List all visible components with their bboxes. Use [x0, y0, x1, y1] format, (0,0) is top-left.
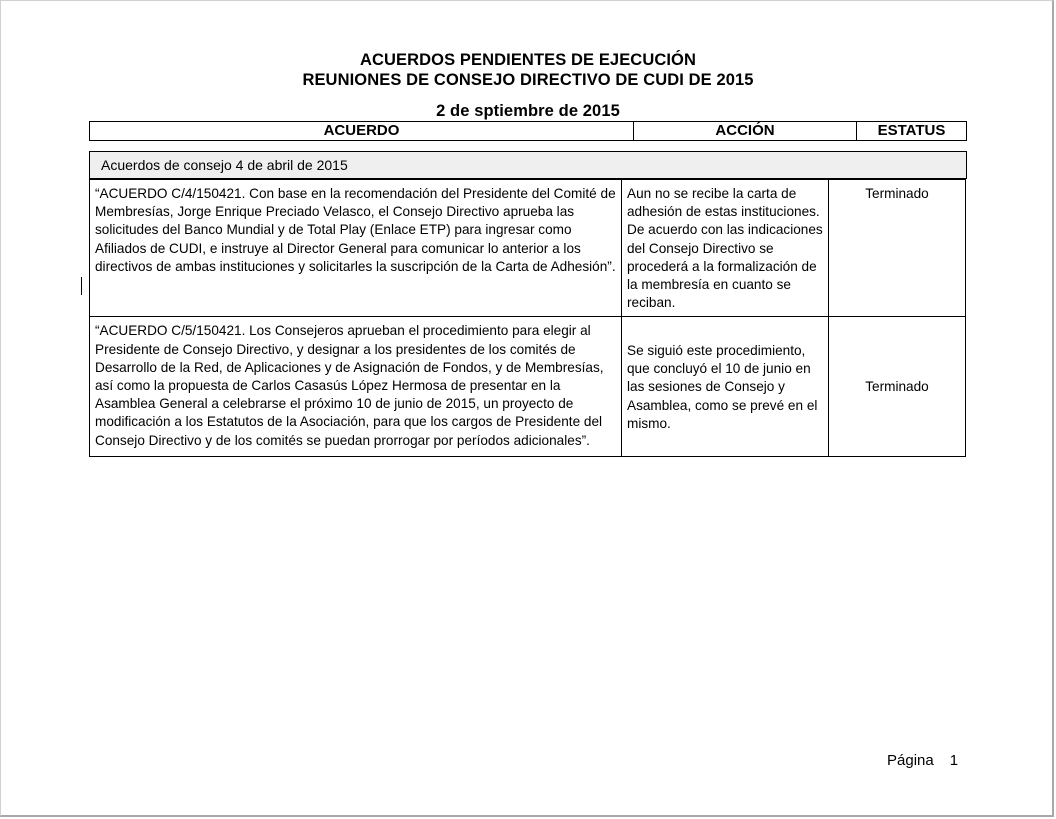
table-header	[89, 121, 967, 141]
page-label: Página	[887, 752, 934, 769]
accion-cell: Se siguió este procedimiento, que concluyó el 10 de junio en las sesiones de Consejo y Asamblea, como se prevé en el mismo.	[622, 317, 829, 457]
header-accion: ACCIÓN	[634, 122, 857, 140]
acuerdo-cell: “ACUERDO C/5/150421. Los Consejeros aprueban el procedimiento para elegir al Presidente de Consejo Directivo, y designar a los presidentes de los comités de Desarrollo de la Red, de Aplicaciones y de Asignación de Fondos, y de Membresías, así como la propuesta de Carlos Casasús López Hermosa de presentar en la Asamblea General a celebrarse el próximo 10 de junio de 2015, un proyecto de modificación a los Estatutos de la Asociación, para que los cargos de Presidente del Consejo Directivo y de los comités se puedan prorrogar por períodos adicionales”.	[90, 317, 622, 457]
text-cursor	[81, 277, 82, 295]
estatus-cell: Terminado	[829, 180, 966, 317]
page-number: 1	[949, 752, 959, 769]
document-title: ACUERDOS PENDIENTES DE EJECUCIÓN	[359, 51, 696, 69]
section-label: Acuerdos de consejo 4 de abril de 2015	[89, 151, 967, 179]
header-estatus: ESTATUS	[877, 122, 946, 139]
accion-cell: Aun no se recibe la carta de adhesión de estas instituciones. De acuerdo con las indicaciones del Consejo Directivo se procederá a la formalización de la membresía en cuanto se reciban.	[622, 180, 829, 317]
table-row	[90, 180, 966, 317]
header-acuerdo: ACUERDO	[90, 122, 634, 140]
table-row	[90, 317, 966, 457]
document-subtitle: REUNIONES DE CONSEJO DIRECTIVO DE CUDI DE 2015	[302, 71, 754, 89]
page-footer	[887, 752, 958, 769]
agreements-table	[89, 179, 966, 457]
estatus-cell: Terminado	[829, 317, 966, 457]
document-date: 2 de sptiembre de 2015	[436, 102, 620, 120]
acuerdo-cell: “ACUERDO C/4/150421. Con base en la recomendación del Presidente del Comité de Membresías, Jorge Enrique Preciado Velasco, el Consejo Directivo aprueba las solicitudes del Banco Mundial y de Total Play (Enlace ETP) para ingresar como Afiliados de CUDI, e instruye al Director General para comunicar lo anterior a los directivos de ambas instituciones y solicitarles la suscripción de la Carta de Adhesión”.	[90, 180, 622, 317]
